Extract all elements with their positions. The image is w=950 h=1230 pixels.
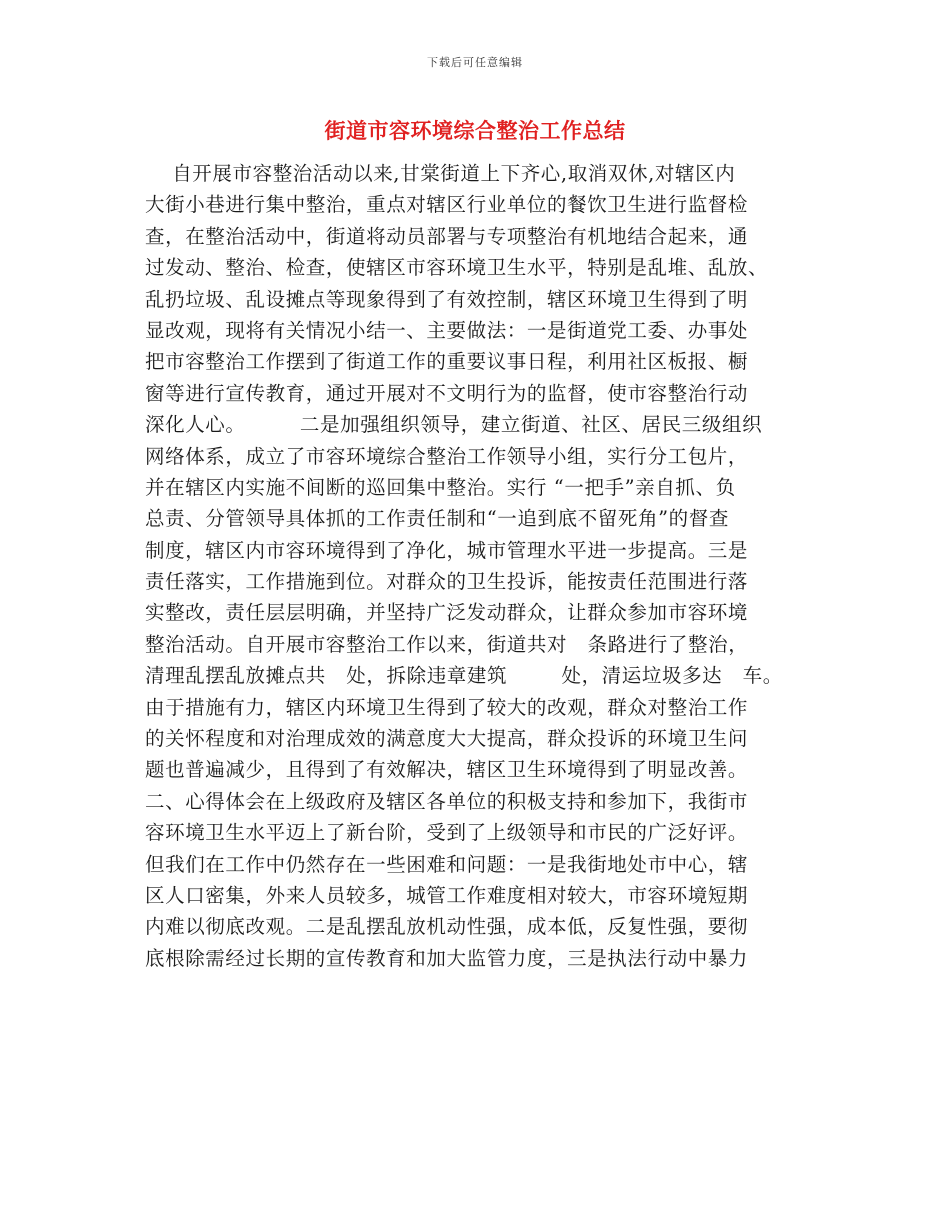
body-line: 内难以彻底改观。二是乱摆乱放机动性强，成本低，反复性强，要彻 xyxy=(145,915,749,939)
body-line: 清理乱摆乱放摊点共 处，拆除违章建筑 处，清运垃圾多达 车。 xyxy=(145,664,783,688)
body-line: 窗等进行宣传教育，通过开展对不文明行为的监督，使市容整治行动 xyxy=(145,381,749,405)
body-line: 但我们在工作中仍然存在一些困难和问题：一是我街地处市中心，辖 xyxy=(145,852,749,876)
body-line: 的关怀程度和对治理成效的满意度大大提高，群众投诉的环境卫生问 xyxy=(145,727,749,751)
body-line: 网络体系，成立了市容环境综合整治工作领导小组，实行分工包片， xyxy=(145,444,749,468)
document-title: 街道市容环境综合整治工作总结 xyxy=(324,119,626,143)
body-line: 底根除需经过长期的宣传教育和加大监管力度，三是执法行动中暴力 xyxy=(145,946,749,970)
body-line: 乱扔垃圾、乱设摊点等现象得到了有效控制，辖区环境卫生得到了明 xyxy=(145,287,749,311)
body-line: 整治活动。自开展市容整治工作以来，街道共对 条路进行了整治， xyxy=(145,632,749,656)
page-header-note: 下载后可任意编辑 xyxy=(427,56,523,69)
body-line: 把市容整治工作摆到了街道工作的重要议事日程，利用社区板报、橱 xyxy=(145,350,749,374)
body-line: 制度，辖区内市容环境得到了净化，城市管理水平进一步提高。三是 xyxy=(145,538,749,562)
body-line: 并在辖区内实施不间断的巡回集中整治。实行 “一把手”亲自抓、负 xyxy=(145,475,736,499)
body-line: 实整改，责任层层明确，并坚持广泛发动群众，让群众参加市容环境 xyxy=(145,601,749,625)
body-line: 由于措施有力，辖区内环境卫生得到了较大的改观，群众对整治工作 xyxy=(145,695,749,719)
body-line: 容环境卫生水平迈上了新台阶，受到了上级领导和市民的广泛好评。 xyxy=(145,821,749,845)
body-line: 责任落实，工作措施到位。对群众的卫生投诉，能按责任范围进行落 xyxy=(145,570,749,594)
document-body xyxy=(145,158,815,974)
body-line: 区人口密集，外来人员较多，城管工作难度相对较大，市容环境短期 xyxy=(145,883,749,907)
body-line: 题也普遍减少，且得到了有效解决，辖区卫生环境得到了明显改善。 xyxy=(145,758,749,782)
body-line: 深化人心。 二是加强组织领导，建立街道、社区、居民三级组织 xyxy=(145,413,763,437)
body-line: 过发动、整治、检查，使辖区市容环境卫生水平，特别是乱堆、乱放、 xyxy=(145,256,769,280)
body-line: 查，在整治活动中，街道将动员部署与专项整治有机地结合起来，通 xyxy=(145,224,749,248)
body-line: 显改观，现将有关情况小结一、主要做法：一是街道党工委、办事处 xyxy=(145,318,749,342)
body-line: 大街小巷进行集中整治，重点对辖区行业单位的餐饮卫生进行监督检 xyxy=(145,193,749,217)
body-line: 自开展市容整治活动以来,甘棠街道上下齐心,取消双休,对辖区内 xyxy=(145,162,736,185)
body-line: 总责、分管领导具体抓的工作责任制和“一追到底不留死角”的督查 xyxy=(145,507,729,531)
body-line: 二、心得体会在上级政府及辖区各单位的积极支持和参加下，我街市 xyxy=(145,789,749,813)
